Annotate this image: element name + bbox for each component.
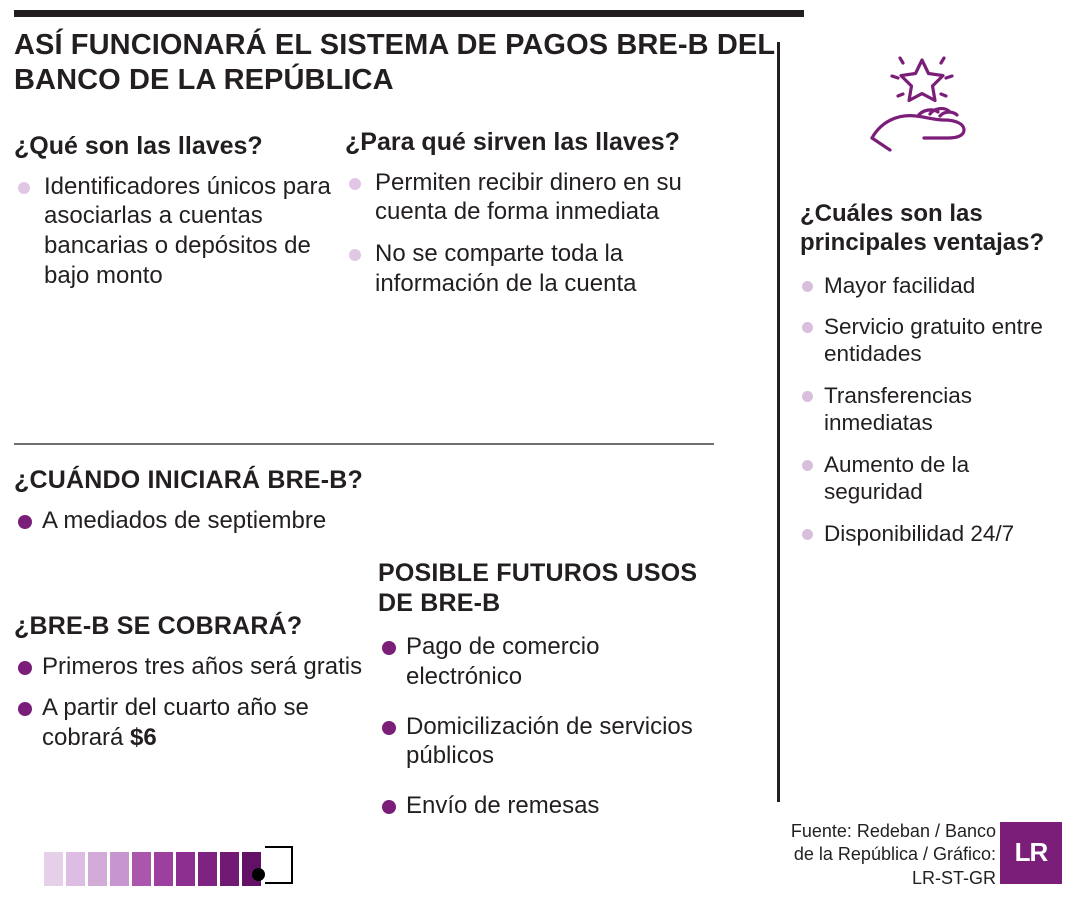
list-item [14, 172, 334, 291]
section-heading: ¿Qué son las llaves? [14, 132, 263, 160]
list-item-text: Domicilización de servicios públicos [406, 712, 693, 770]
source-line-3: LR-ST-GR [911, 867, 996, 888]
list-item-text: Aumento de la seguridad [824, 451, 970, 505]
source-credit [766, 820, 996, 890]
vertical-divider [777, 42, 780, 802]
list-item [800, 451, 1062, 506]
bullet-dot-icon [802, 322, 813, 333]
list-item [800, 382, 1062, 437]
bullet-dot-icon [802, 391, 813, 402]
source-line-2: de la República / Gráfico: [793, 844, 996, 865]
list-item-text: Identificadores únicos para asociarlas a cuentas bancarias o depósitos de bajo monto [44, 172, 331, 289]
swatch [132, 852, 151, 886]
bullet-dot-icon [802, 460, 813, 471]
bullet-dot-icon [18, 661, 32, 675]
list-item-text: A partir del cuarto año se cobrará [42, 694, 309, 751]
swatch [44, 852, 63, 886]
lr-logo [1000, 822, 1062, 884]
list-item-text: A mediados de septiembre [42, 506, 327, 534]
top-rule [14, 10, 804, 17]
list-item [345, 239, 725, 299]
list-item-text: Disponibilidad 24/7 [824, 520, 1015, 546]
bullet-list [14, 172, 334, 291]
page-title: ASÍ FUNCIONARÁ EL SISTEMA DE PAGOS BRE-B DEL BANCO DE LA REPÚBLICA [14, 29, 775, 97]
list-item [378, 632, 708, 692]
swatch [154, 852, 173, 886]
swatch [220, 852, 239, 886]
list-item-text: Permiten recibir dinero en su cuenta de forma inmediata [375, 168, 682, 226]
section-cuando-iniciara [14, 466, 364, 547]
list-item-text: Mayor facilidad [824, 272, 976, 298]
list-item [800, 272, 1062, 299]
bullet-list [14, 506, 364, 536]
section-principales-ventajas [800, 200, 1062, 561]
hand-holding-star-icon [860, 46, 990, 176]
section-heading: POSIBLE FUTUROS USOS DE BRE-B [378, 559, 698, 617]
bullet-dot-icon [382, 800, 396, 814]
bullet-dot-icon [382, 641, 396, 655]
bullet-dot-icon [802, 281, 813, 292]
swatch-bracket [265, 846, 293, 884]
bullet-list [345, 168, 725, 299]
swatch-marker-dot [252, 868, 265, 881]
bullet-list [378, 632, 708, 821]
color-swatch-bar [44, 852, 261, 886]
lr-logo-text: LR [1014, 836, 1048, 867]
swatch [66, 852, 85, 886]
list-item-text: Pago de comercio electrónico [406, 633, 600, 690]
list-item [14, 506, 364, 536]
swatch [88, 852, 107, 886]
bullet-dot-icon [349, 249, 361, 261]
price-value: $6 [130, 724, 157, 751]
swatch [110, 852, 129, 886]
list-item-text: Transferencias inmediatas [824, 382, 972, 436]
bullet-dot-icon [349, 178, 361, 190]
section-que-son-las-llaves [14, 132, 334, 303]
section-posibles-futuros-usos [378, 558, 708, 841]
section-heading: ¿CUÁNDO INICIARÁ BRE-B? [14, 466, 364, 494]
list-item [378, 712, 708, 772]
source-line-1: Fuente: Redeban / Banco [790, 821, 996, 841]
list-item [800, 313, 1062, 368]
bullet-list [800, 272, 1062, 548]
bullet-dot-icon [18, 515, 32, 529]
list-item [800, 520, 1062, 547]
bullet-dot-icon [18, 702, 32, 716]
bullet-dot-icon [18, 182, 30, 194]
list-item-text: No se comparte toda la información de la cuenta [375, 240, 637, 297]
section-bre-b-se-cobrara [14, 612, 364, 765]
section-heading: ¿BRE-B SE COBRARÁ? [14, 612, 303, 640]
section-heading: ¿Para qué sirven las llaves? [345, 128, 680, 156]
swatch [176, 852, 195, 886]
bullet-dot-icon [382, 721, 396, 735]
horizontal-divider [14, 443, 714, 445]
list-item [14, 652, 364, 682]
list-item-text: Primeros tres años será gratis [42, 652, 363, 680]
list-item-text: Servicio gratuito entre entidades [824, 314, 1043, 367]
section-heading: ¿Cuáles son las principales ventajas? [800, 200, 1045, 256]
section-para-que-sirven [345, 128, 725, 311]
list-item [378, 791, 708, 821]
swatch [198, 852, 217, 886]
bullet-list [14, 652, 364, 753]
list-item-text: Envío de remesas [406, 792, 600, 819]
bullet-dot-icon [802, 529, 813, 540]
list-item [14, 693, 364, 753]
list-item [345, 168, 725, 228]
